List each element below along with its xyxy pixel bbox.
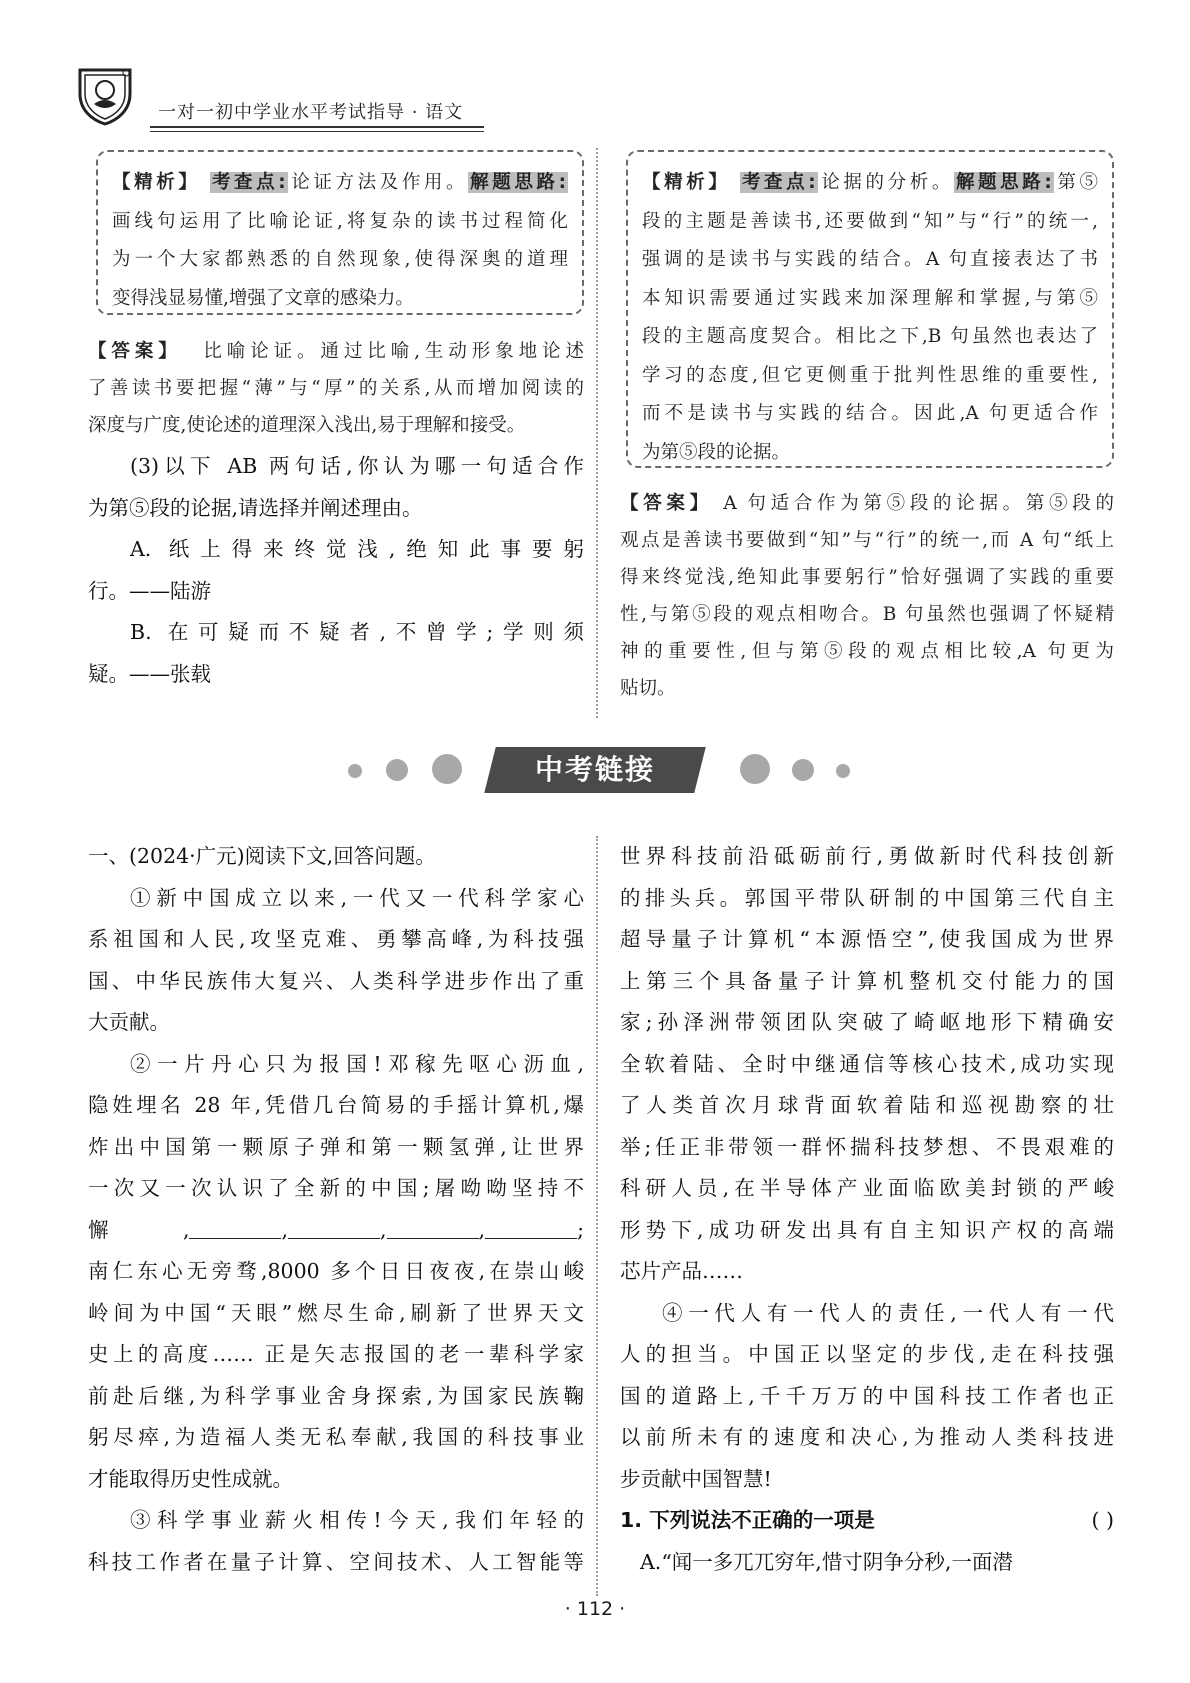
answer-line: 观点是善读书要做到“知”与“行”的统一,而 A 句“纸上 [620, 530, 1114, 551]
section-banner [340, 745, 850, 795]
passage-line: 炸出中国第一颗原子弹和第一颗氢弹,让世界 [88, 1134, 584, 1159]
passage-line: 大贡献。 [88, 1010, 170, 1034]
passage-right [620, 836, 1114, 1583]
passage-line: ②一片丹心只为报国!邓稼先呕心沥血, [130, 1051, 584, 1076]
column-divider-bottom [596, 836, 598, 1596]
answer-paren[interactable]: ( ) [1091, 1508, 1114, 1532]
blank-separator: , [281, 1217, 289, 1242]
passage-line: 一次又一次认识了全新的中国;屠呦呦坚持不 [88, 1176, 584, 1200]
passage-line: 国的道路上,千千万万的中国科技工作者也正 [620, 1383, 1114, 1408]
analysis-line: 本知识需要通过实践来加深理解和掌握,与第⑤ [642, 287, 1098, 309]
analysis-line: 为一个大家都熟悉的自然现象,使得深奥的道理 [112, 249, 568, 270]
answer-first: 比喻论证。通过比喻,生动形象地论述 [203, 341, 584, 362]
passage-line: 世界科技前沿砥砺前行,勇做新时代科技创新 [620, 844, 1114, 868]
passage-line: 科研人员,在半导体产业面临欧美封锁的严峻 [620, 1176, 1114, 1200]
passage-line: 科技工作者在量子计算、空间技术、人工智能等 [88, 1549, 584, 1574]
banner-dot [836, 764, 850, 778]
publisher-logo [74, 64, 136, 126]
answer-line: 了善读书要把握“薄”与“厚”的关系,从而增加阅读的 [88, 378, 584, 399]
passage-line: 隐姓埋名 28 年,凭借几台简易的手摇计算机,爆 [88, 1093, 584, 1117]
header-rule [150, 126, 484, 128]
analysis-first-tail: 第⑤ [1053, 172, 1098, 193]
analysis-line: 段的主题是善读书,还要做到“知”与“行”的统一, [642, 210, 1098, 232]
passage-line: 举;任正非带领一群怀揣科技梦想、不畏艰难的 [620, 1134, 1114, 1159]
banner-dot [386, 759, 408, 781]
passage-line: 国、中华民族伟大复兴、人类科学进步作出了重 [88, 968, 584, 993]
question-line: (3)以下 AB 两句话,你认为哪一句适合作 [130, 454, 584, 478]
fill-blank[interactable] [288, 1218, 380, 1239]
answer-label: 【答案】 [620, 493, 713, 514]
passage-line: ③科学事业薪火相传!今天,我们年轻的 [130, 1508, 584, 1532]
section-heading: 一、(2024·广元)阅读下文,回答问题。 [88, 844, 436, 868]
option-a-source: 行。——陆游 [88, 578, 211, 603]
analysis-line: 学习的态度,但它更侧重于批判性思维的重要性, [642, 364, 1098, 386]
banner-dot [740, 754, 770, 784]
passage-line: 形势下,成功研发出具有自主知识产权的高端 [620, 1217, 1114, 1242]
passage-line: 才能取得历史性成就。 [88, 1466, 293, 1491]
page-number: · 112 · [564, 1598, 626, 1620]
passage-left [88, 836, 584, 1583]
analysis-label: 【精析】 [112, 172, 201, 193]
question-3 [88, 446, 584, 695]
answer-line: 性,与第⑤段的观点相吻合。B 句虽然也强调了怀疑精 [620, 604, 1114, 625]
header-rule-thin [150, 131, 484, 132]
analysis-box-left [96, 150, 584, 315]
shield-emblem-icon [74, 64, 136, 126]
focus-value: 论证方法及作用。 [287, 172, 469, 193]
passage-line: 的排头兵。郭国平带队研制的中国第三代自主 [620, 885, 1114, 910]
analysis-line: 段的主题高度契合。相比之下,B 句虽然也表达了 [642, 326, 1098, 347]
fill-blank[interactable] [189, 1218, 281, 1239]
analysis-line: 强调的是读书与实践的结合。A 句直接表达了书 [642, 249, 1098, 270]
option-b: B. 在可疑而不疑者,不曾学;学则须 [130, 620, 584, 644]
answer-block-right [620, 485, 1114, 707]
analysis-box-right [626, 150, 1114, 468]
passage-line: 以前所未有的速度和决心,为推动人类科技进 [620, 1425, 1114, 1449]
focus-key: 考查点: [211, 172, 286, 193]
idea-key: 解题思路: [470, 172, 566, 193]
fill-blank[interactable] [485, 1218, 577, 1239]
answer-line: 得来终觉浅,绝知此事要躬行”恰好强调了实践的重要 [620, 567, 1114, 588]
passage-line: 步贡献中国智慧! [620, 1466, 772, 1491]
analysis-line: 变得浅显易懂,增强了文章的感染力。 [112, 287, 414, 309]
analysis-line: 为第⑤段的论据。 [642, 441, 791, 463]
answer-label: 【答案】 [88, 341, 182, 362]
focus-key: 考查点: [741, 172, 816, 193]
passage-line: 岭间为中国“天眼”燃尽生命,刷新了世界天文 [88, 1300, 584, 1325]
question-1 [620, 1500, 1114, 1542]
answer-block-left [88, 333, 584, 444]
passage-line: 了人类首次月球背面软着陆和巡视勘察的壮 [620, 1093, 1114, 1117]
blank-line [88, 1210, 584, 1252]
blank-end: ; [577, 1217, 584, 1242]
passage-line: ④一代人有一代人的责任,一代人有一代 [662, 1300, 1114, 1325]
question-line: 为第⑤段的论据,请选择并阐述理由。 [88, 495, 423, 520]
idea-key: 解题思路: [955, 172, 1052, 193]
analysis-label: 【精析】 [642, 172, 731, 193]
passage-line: 前赴后继,为科学事业舍身探索,为国家民族鞠 [88, 1383, 584, 1408]
question-1-option-a[interactable]: A.“闻一多兀兀穷年,惜寸阴争分秒,一面潜 [640, 1549, 1013, 1574]
column-divider-top [596, 148, 598, 718]
passage-line: 人的担当。中国正以坚定的步伐,走在科技强 [620, 1342, 1114, 1366]
blank-separator: , [380, 1217, 387, 1242]
passage-line: 超导量子计算机“本源悟空”,使我国成为世界 [620, 927, 1114, 951]
blank-separator: , [478, 1217, 486, 1242]
passage-line: 系祖国和人民,攻坚克难、勇攀高峰,为科技强 [88, 927, 584, 951]
option-b-source: 疑。——张载 [88, 661, 211, 686]
passage-line: ①新中国成立以来,一代又一代科学家心 [130, 885, 584, 910]
passage-line: 上第三个具备量子计算机整机交付能力的国 [620, 968, 1114, 993]
passage-line: 史上的高度…… 正是矢志报国的老一辈科学家 [88, 1342, 584, 1366]
passage-line: 躬尽瘁,为造福人类无私奉献,我国的科技事业 [88, 1425, 584, 1449]
passage-line: 芯片产品…… [620, 1259, 743, 1283]
header-title: 一对一初中学业水平考试指导 · 语文 [158, 102, 464, 123]
banner-dot [348, 764, 362, 778]
analysis-line: 而不是读书与实践的结合。因此,A 句更适合作 [642, 403, 1098, 424]
fill-blank[interactable] [387, 1218, 479, 1239]
question-1-text: 1. 下列说法不正确的一项是 [620, 1508, 875, 1532]
banner-dot [792, 759, 814, 781]
answer-line: 深度与广度,使论述的道理深入浅出,易于理解和接受。 [88, 415, 526, 436]
banner-title: 中考链接 [534, 753, 655, 786]
passage-line: 家;孙泽洲带领团队突破了崎岖地形下精确安 [620, 1010, 1114, 1034]
passage-line: 全软着陆、全时中继通信等核心技术,成功实现 [620, 1051, 1114, 1076]
answer-first: A 句适合作为第⑤段的论据。第⑤段的 [723, 493, 1114, 514]
banner-dot [432, 754, 462, 784]
answer-line: 贴切。 [620, 678, 676, 699]
focus-value: 论据的分析。 [817, 172, 954, 193]
analysis-line: 画线句运用了比喻论证,将复杂的读书过程简化 [112, 210, 568, 232]
option-a: A. 纸上得来终觉浅,绝知此事要躬 [130, 537, 584, 561]
answer-line: 神的重要性,但与第⑤段的观点相比较,A 句更为 [620, 641, 1114, 662]
passage-line: 懈, [88, 1217, 190, 1242]
passage-line: 南仁东心无旁骛,8000 多个日日夜夜,在崇山峻 [88, 1259, 584, 1283]
